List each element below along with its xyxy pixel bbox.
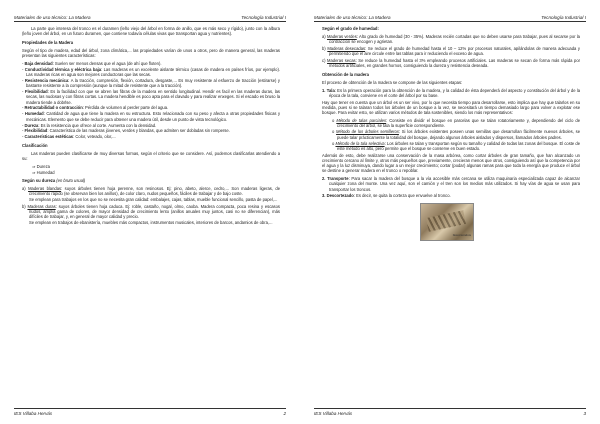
class-intro: Las maderas pueden clasificarse de muy diversas formas, según el criterio que se considere. Así, podemos clasificarlas atendiendo a su:	[22, 150, 280, 162]
page-footer	[14, 408, 286, 416]
list-item: - Resistencia mecánica: A la tracción, compresión, flexión, cortadura, desgaste,... Es muy resistente al esfuerzo de tracción (estirarse) y bastante resistente a la compresión (aunque la mitad de resistente que a la tracción).	[22, 77, 280, 89]
page-right	[300, 0, 600, 424]
props-title: Propiedades de la Madera	[22, 40, 74, 46]
header-right-title: Tecnología Industrial I	[541, 15, 586, 20]
list-item: o Método de la tala selectiva: Los árboles se talan y transportan según su tamaño y calidad de todas las zonas del bosque. El coste de este método es alto, pero permite que el bosque se conserve en buen estado.	[332, 141, 580, 152]
bark-log-photo	[420, 203, 474, 241]
list-item: a) Maderas verdes: Alto grado de humedad (30 - 35%). Maderas recién cortadas que no deben usarse para trabajar, pues al secarse por la contracción se encogen y agrietan.	[322, 33, 580, 45]
footer-left-text: IES Villaba Hervás	[314, 411, 353, 416]
page-footer	[314, 408, 586, 416]
props-list	[22, 61, 280, 140]
obtencion-title: Obtención de la madera	[322, 72, 369, 78]
list-item: ⇒ Dureza	[32, 163, 50, 169]
obtencion-intro: El proceso de obtención de la madera se compone de las siguientes etapas:	[322, 80, 463, 86]
list-item: - Humedad: Cantidad de agua que tiene la madera en su estructura. Esto relacionada con su peso y afecta a otras propiedades físicas y mecánicas. Elemento que se debe reducir para obtener una madera útil, desde un punto de vista tecnológico.	[22, 111, 280, 122]
list-item: b) Maderas desecadas: Se reduce el grado de humedad hasta el 10 – 12% por procesos naturales, apilándolas de manera adecuada y permitiendo que el aire circule entre las tablas para ir reduciendo el exceso de agua.	[322, 45, 580, 57]
tala-paragraph-2: Además de esto, debe realizarse una conservación de la masa arbórea, como cortar árboles de gran tamaño, que han alcanzado un crecimiento cercano al límite y, otros más pequeños que, previamente, crecieran menos que otros, consiguiendo así que la competencia por el agua y la luz disminuya, dando lugar a un mejor crecimiento; cortar (podar) algunas ramas para que toda la energía que produce el árbol se destine a generar madera en el tronco o repoblar.	[322, 152, 580, 174]
list-item: 3. Descortezado: Es decir, se quita la corteza que envuelve al tronco.	[322, 193, 451, 199]
intro-paragraph: La parte que interesa del tronco es el duramen (leño viejo del árbol en forma de anillo, que es más seco y rígido), junto con la albura (leño joven del árbol, en un futuro duramen, que contiene todavía células vivas que transportan agua y nutrientes).	[22, 26, 280, 37]
dureza-title: Según su dureza (en bruto usual)	[22, 178, 86, 184]
tala-paragraph: Hay que tener en cuenta que un árbol es un ser vivo, por lo que necesita tiempo para desarrollarse, esto implica que hay que talarlos en su medida, pues si se talaran todos los árboles de un bosque a la vez, se necesitará un tiempo demasiado largo para volver a explotar ese bosque. Para evitar esto, se utilizan varios métodos de tala sostenibles, siendo los más representativos:	[322, 99, 580, 116]
header-right-title: Tecnología Industrial I	[241, 15, 286, 20]
list-item: - Retractabilidad o contracción: Pérdida de volumen al perder parte del agua.	[22, 105, 169, 111]
footer-left-text: IES Villaba Hervás	[14, 411, 53, 416]
page-right-content	[322, 26, 580, 404]
list-item: o Método de talas parciales: Consiste en dividir el bosque en parcelas que se talan rotatoriamente y, dependiendo del ciclo de crecimiento del árbol, se tala la superficie correspondiente.	[332, 117, 580, 129]
list-item: o Método de los árboles semilleros: Si los árboles existentes poseen unas semillas que desarrollan fácilmente nuevos árboles, se puede talar prácticamente la totalidad del bosque, dejando algunos árboles aislados y dispersos, llamados árboles padres.	[332, 129, 580, 140]
class-title: Clasificación	[22, 143, 48, 149]
page-left-content	[22, 26, 280, 404]
list-item: - Baja densidad: Suelen ser menos densas que el agua (de ahí que floten).	[22, 60, 162, 66]
page-header	[314, 10, 586, 22]
page-number: 2	[283, 411, 286, 416]
props-intro: Según el tipo de madera, edad del árbol, zona climática,... las propiedades varían de unos a otros, pero de manera general, las maderas presentan las siguientes características:	[22, 47, 280, 59]
list-item: b) Maderas duras: suyos árboles tienen hoja caduca. Ej: roble, castaño, nogal, olmo, caoba. Madera compacta, poca resina y escasos nudos, amplia gama de colores, de mayor densidad de crecimiento lento (anillos anuales muy juntos, casi no se diferencian), más difíciles de trabajar, y, en general de mayor calidad y precio. Se emplean en trabajos de ebanistería, muebles más compactos, instrumentos musicales, interiores de barcos, andamios de obra,...	[22, 203, 280, 225]
humedad-title: Según el grado de humedad:	[322, 26, 379, 31]
list-item: c) Maderas secas: Se reduce la humedad hasta el 3% empleando procesos artificiales. Las maderas se secan de forma más rápida por métodos artificiales, en grandes hornos, consiguiendo la dureza y resistencia deseada.	[322, 58, 580, 69]
image-caption: Descortezadora	[452, 234, 471, 238]
header-left-title: Materiales de uso técnico: La Madera	[314, 15, 391, 20]
list-item: - Conductividad térmica y eléctrica baja: Las maderas es un excelente aislante térmico (casas de madera en países fríos, por ejemplo). Las maderas ricas en agua son mejores conductoras que las secas.	[22, 66, 280, 77]
list-item: 2. Transporte: Para sacar la madera del bosque a la vía accesible más cercana se utiliza maquinaria especializada capaz de alcanzar cualquier zona del monte. Una vez aquí, son el camión y el tren son los medios más utilizados. Si hay vías de agua se usan para transportar los troncos.	[322, 175, 580, 192]
list-item: - Dureza: Es la resistencia que ofrece al corte. Aumenta con la densidad.	[22, 122, 157, 128]
list-item: - Flexibilidad: Característica de las maderas jóvenes, verdes y blandas, que admiten ser dobladas sin romperse.	[22, 128, 230, 134]
page-number: 3	[583, 411, 586, 416]
list-item: ⇒ Humedad	[32, 169, 55, 175]
page-header	[14, 10, 286, 22]
list-item: 1. Tala: Es la primera operación para la obtención de la madera, y la calidad de ésta dependerá del aspecto y constitución del árbol y de la época de la tala, conviene en el corte del árbol por su base.	[322, 87, 580, 98]
list-item: - Flexibilidad: Es la facilidad con que se abren las fibras de la madera en sentido longitudinal. Hendir es facil en las maderas duras, las secas, las nudosas y con fibras cortas. La madera hendible es poco apta para el clavado y para realizar enxeges. Si el escado es bruso la madera tiende a dobrlse.	[22, 88, 280, 105]
list-item: a) Maderas blandas: suyos árboles tienen hoja perenne, son resinosos. Ej: pino, abeto, alerce, cedro,... Son maderas ligeras, de crecimiento rápido (se observan bien los anillos), de color claro, nudos pequeños, fáciles de trabajar y de bajo coste. Se emplean para trabajos en los que no se necesita gran calidad: embalajes, cajas, tablas, mueble funcional sencillo, pasta de papel,...	[22, 186, 280, 202]
header-left-title: Materiales de uso técnico: La Madera	[14, 15, 91, 20]
list-item: - Características estéticas: Color, veteado, olor,...	[22, 134, 116, 140]
